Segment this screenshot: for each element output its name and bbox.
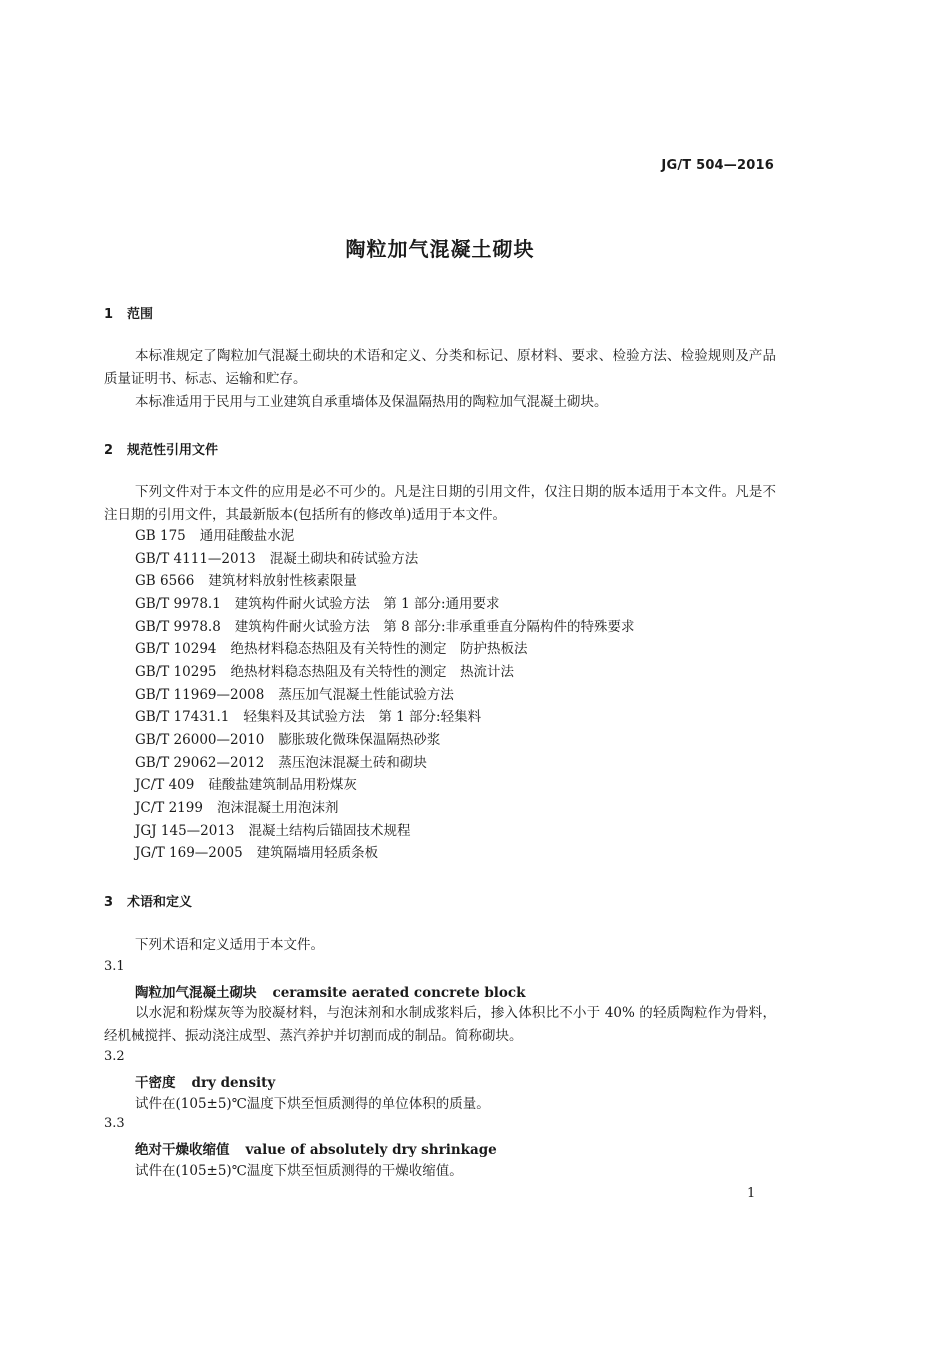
scope-paragraph-2: 本标准适用于民用与工业建筑自承重墙体及保温隔热用的陶粒加气混凝土砌块。 <box>135 394 608 410</box>
reference-title: 建筑构件耐火试验方法 第 8 部分:非承重垂直分隔构件的特殊要求 <box>234 618 635 635</box>
reference-title: 硅酸盐建筑制品用粉煤灰 <box>208 777 357 794</box>
section-title: 术语和定义 <box>127 895 193 910</box>
reference-code: GB/T 29062—2012 <box>135 754 265 771</box>
reference-item <box>135 797 635 820</box>
reference-code: GB/T 17431.1 <box>135 709 230 726</box>
page-number: 1 <box>747 1186 756 1201</box>
term-number: 3.1 <box>104 959 125 974</box>
section-heading-1 <box>104 303 153 322</box>
reference-item <box>135 684 635 707</box>
term-name-en: value of absolutely dry shrinkage <box>245 1142 497 1158</box>
reference-item <box>135 525 635 548</box>
term-name-en: ceramsite aerated concrete block <box>272 985 526 1001</box>
document-title: 陶粒加气混凝土砌块 <box>345 237 535 261</box>
term-name-en: dry density <box>191 1075 276 1091</box>
reference-code: JC/T 2199 <box>135 799 203 816</box>
term-heading <box>135 981 526 1001</box>
section-heading-3 <box>104 891 192 910</box>
reference-item <box>135 774 635 797</box>
reference-title: 建筑构件耐火试验方法 第 1 部分:通用要求 <box>234 595 500 612</box>
reference-code: JC/T 409 <box>135 777 195 794</box>
reference-item <box>135 842 635 865</box>
reference-title: 绝热材料稳态热阻及有关特性的测定 防护热板法 <box>230 641 528 658</box>
reference-item <box>135 820 635 843</box>
reference-list <box>135 525 635 865</box>
reference-code: GB/T 9978.1 <box>135 595 221 612</box>
reference-item <box>135 661 635 684</box>
standard-code: JG/T 504—2016 <box>661 158 774 173</box>
reference-title: 膨胀玻化微珠保温隔热砂浆 <box>278 731 441 748</box>
term-definition: 试件在(105±5)℃温度下烘至恒质测得的单位体积的质量。 <box>135 1096 490 1112</box>
section-number: 2 <box>104 443 114 458</box>
reference-code: GB/T 9978.8 <box>135 618 221 635</box>
term-number: 3.2 <box>104 1049 125 1064</box>
term-definition: 以水泥和粉煤灰等为胶凝材料，与泡沫剂和水制成浆料后，掺入体积比不小于 40% 的轻质陶粒作为骨料，经机械搅拌、振动浇注成型、蒸汽养护并切割而成的制品。简称砌块。 <box>104 1005 776 1044</box>
section-title: 规范性引用文件 <box>127 443 219 458</box>
reference-title: 蒸压泡沫混凝土砖和砌块 <box>278 754 427 771</box>
reference-item <box>135 638 635 661</box>
reference-code: GB/T 4111—2013 <box>135 550 256 567</box>
term-heading <box>135 1138 497 1158</box>
reference-title: 混凝土结构后锚固技术规程 <box>248 822 411 839</box>
term-name-cn: 绝对干燥收缩值 <box>135 1142 230 1158</box>
reference-code: GB/T 11969—2008 <box>135 686 265 703</box>
reference-title: 建筑隔墙用轻质条板 <box>256 845 379 862</box>
reference-title: 蒸压加气混凝土性能试验方法 <box>278 686 454 703</box>
reference-item <box>135 548 635 571</box>
reference-title: 混凝土砌块和砖试验方法 <box>269 550 419 567</box>
term-definition: 试件在(105±5)℃温度下烘至恒质测得的干燥收缩值。 <box>135 1163 463 1179</box>
reference-item <box>135 752 635 775</box>
reference-title: 绝热材料稳态热阻及有关特性的测定 热流计法 <box>230 663 514 680</box>
reference-item <box>135 706 635 729</box>
reference-title: 泡沫混凝土用泡沫剂 <box>216 799 339 816</box>
term-heading <box>135 1071 275 1091</box>
reference-item <box>135 616 635 639</box>
reference-code: JG/T 169—2005 <box>135 845 243 862</box>
term-name-cn: 干密度 <box>135 1075 176 1091</box>
references-intro: 下列文件对于本文件的应用是必不可少的。凡是注日期的引用文件，仅注日期的版本适用于本文件。凡是不注日期的引用文件，其最新版本(包括所有的修改单)适用于本文件。 <box>104 484 776 523</box>
term-number: 3.3 <box>104 1116 125 1131</box>
scope-paragraph-1: 本标准规定了陶粒加气混凝土砌块的术语和定义、分类和标记、原材料、要求、检验方法、检验规则及产品质量证明书、标志、运输和贮存。 <box>104 348 776 387</box>
reference-item <box>135 729 635 752</box>
reference-title: 建筑材料放射性核素限量 <box>208 573 357 590</box>
reference-code: JGJ 145—2013 <box>135 822 235 839</box>
reference-code: GB 6566 <box>135 573 195 590</box>
reference-code: GB/T 10295 <box>135 663 217 680</box>
section-title: 范围 <box>127 307 154 322</box>
reference-item <box>135 593 635 616</box>
reference-code: GB/T 26000—2010 <box>135 731 265 748</box>
section-heading-2 <box>104 439 218 458</box>
section-number: 1 <box>104 307 114 322</box>
reference-title: 通用硅酸盐水泥 <box>199 528 295 544</box>
reference-code: GB/T 10294 <box>135 641 217 658</box>
terms-intro: 下列术语和定义适用于本文件。 <box>135 937 324 953</box>
reference-title: 轻集料及其试验方法 第 1 部分:轻集料 <box>243 709 482 726</box>
section-number: 3 <box>104 895 114 910</box>
reference-item <box>135 570 635 593</box>
term-name-cn: 陶粒加气混凝土砌块 <box>135 985 257 1001</box>
reference-code: GB 175 <box>135 528 186 544</box>
